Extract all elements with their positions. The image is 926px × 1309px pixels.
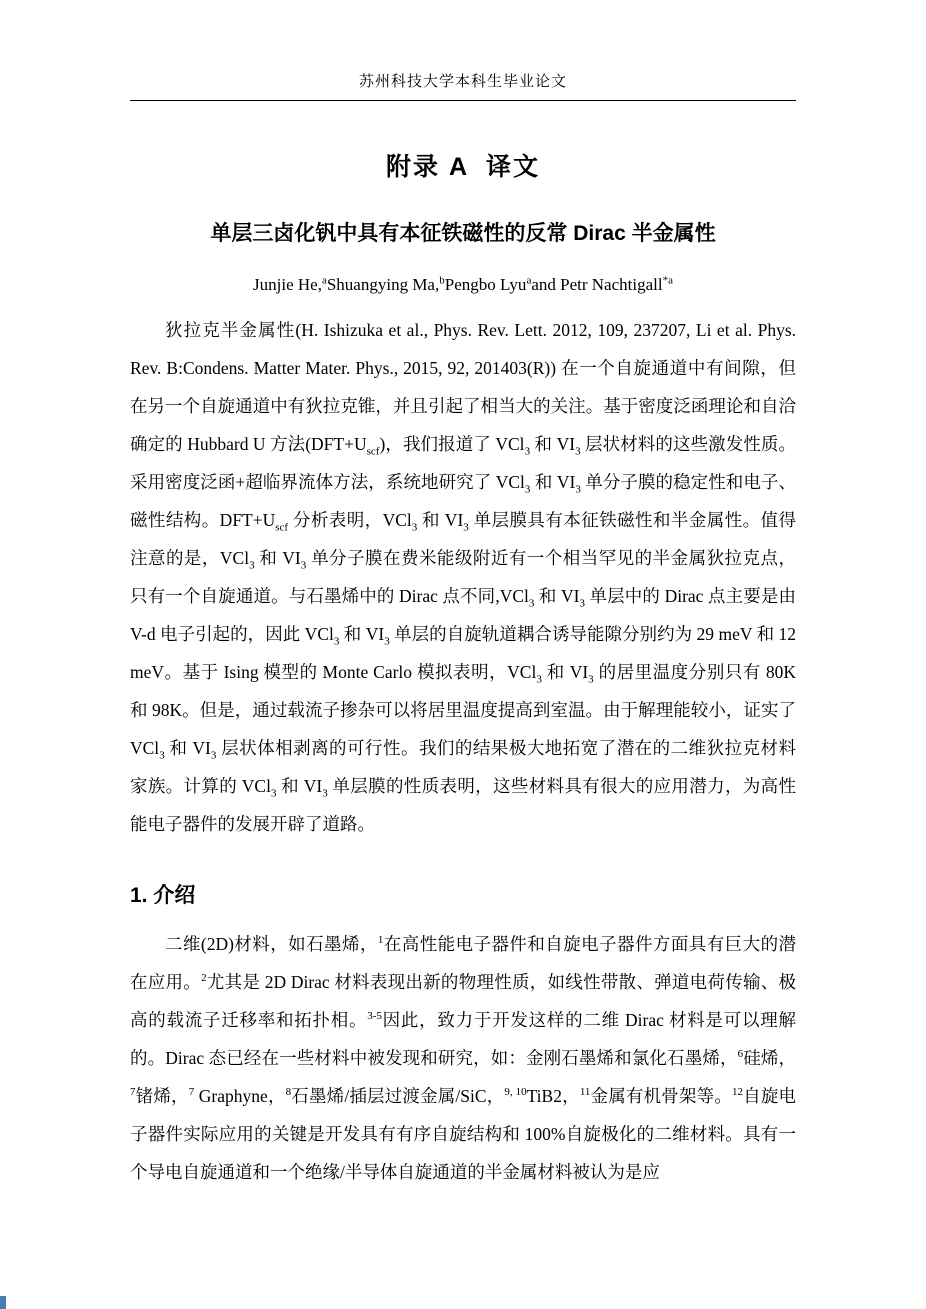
bottom-left-artifact <box>0 1296 6 1309</box>
abstract-paragraph: 狄拉克半金属性(H. Ishizuka et al., Phys. Rev. Lett. 2012, 109, 237207, Li et al. Phys. Rev. B:Condens. Matter Mater. Phys., 2015, 92, 201403(R)) 在一个自旋通道中有间隙，但在另一个自旋通道中有狄拉克锥，并且引起了相当大的关注。基于密度泛函理论和自洽确定的 Hubbard U 方法$(DFT+U_{scf})$，我们报道了 VCl$_3$ 和 $VI_3$ 层状材料的这些激发性质。采用密度泛函+超临界流体方法，系统地研究了 VCl$_3$ 和 $VI_3$ 单分子膜的稳定性和电子、磁性结构。$DFT+U_{scf}$ 分析表明，VCl$_3$ 和 $VI_3$ 单层膜具有本征铁磁性和半金属性。值得注意的是，VCl$_3$ 和 $VI_3$ 单分子膜在费米能级附近有一个相当罕见的半金属狄拉克点，只有一个自旋通道。与石墨烯中的 Dirac 点不同,VCl$_3$ 和 $VI_3$ 单层中的 Dirac 点主要是由 V-d 电子引起的，因此 VCl$_3$ 和 $VI_3$ 单层的自旋轨道耦合诱导能隙分别约为 29 meV 和 12 meV。基于 Ising 模型的 Monte Carlo 模拟表明，VCl$_3$ 和 $VI_3$ 的居里温度分别只有 80K 和 98K。但是，通过载流子掺杂可以将居里温度提高到室温。由于解理能较小，证实了 VCl$_3$ 和 $VI_3$ 层状体相剥离的可行性。我们的结果极大地拓宽了潜在的二维狄拉克材料家族。计算的 VCl$_3$ 和 $VI_3$ 单层膜的性质表明，这些材料具有很大的应用潜力，为高性能电子器件的发展开辟了道路。 <box>130 320 797 834</box>
section-heading-introduction: 1. 介绍 <box>130 884 196 907</box>
page-header <box>130 70 796 101</box>
header-text: 苏州科技大学本科生毕业论文 <box>358 74 567 90</box>
paper-title: 单层三卤化钒中具有本征铁磁性的反常 Dirac 半金属性 <box>210 222 716 245</box>
authors-line: Junjie He,$^a$Shuangying Ma,$^b$Pengbo Lyu$^a$and Petr Nachtigall$^{*a}$ <box>253 274 673 294</box>
introduction-paragraph: 二维(2D)材料，如石墨烯，$^1$在高性能电子器件和自旋电子器件方面具有巨大的潜在应用。$^2$尤其是 2D Dirac 材料表现出新的物理性质，如线性带散、弹道电荷传输、极高的载流子迁移率和拓扑相。$^{3-5}$因此，致力于开发这样的二维 Dirac 材料是可以理解的。Dirac 态已经在一些材料中被发现和研究，如：金刚石墨烯和氯化石墨烯，$^6$硅烯，$^7$锗烯，$^7$ Graphyne，$^8$石墨烯/插层过渡金属/SiC，$^{9, 10}$TiB2，$^{11}$金属有机骨架等。$^{12}$自旋电子器件实际应用的关键是开发具有有序自旋结构和 100%自旋极化的二维材料。具有一个导电自旋通道和一个绝缘/半导体自旋通道的半金属材料被认为是应 <box>130 934 797 1182</box>
page-content <box>130 147 796 1191</box>
appendix-title: 附录 A 译文 <box>386 153 540 181</box>
